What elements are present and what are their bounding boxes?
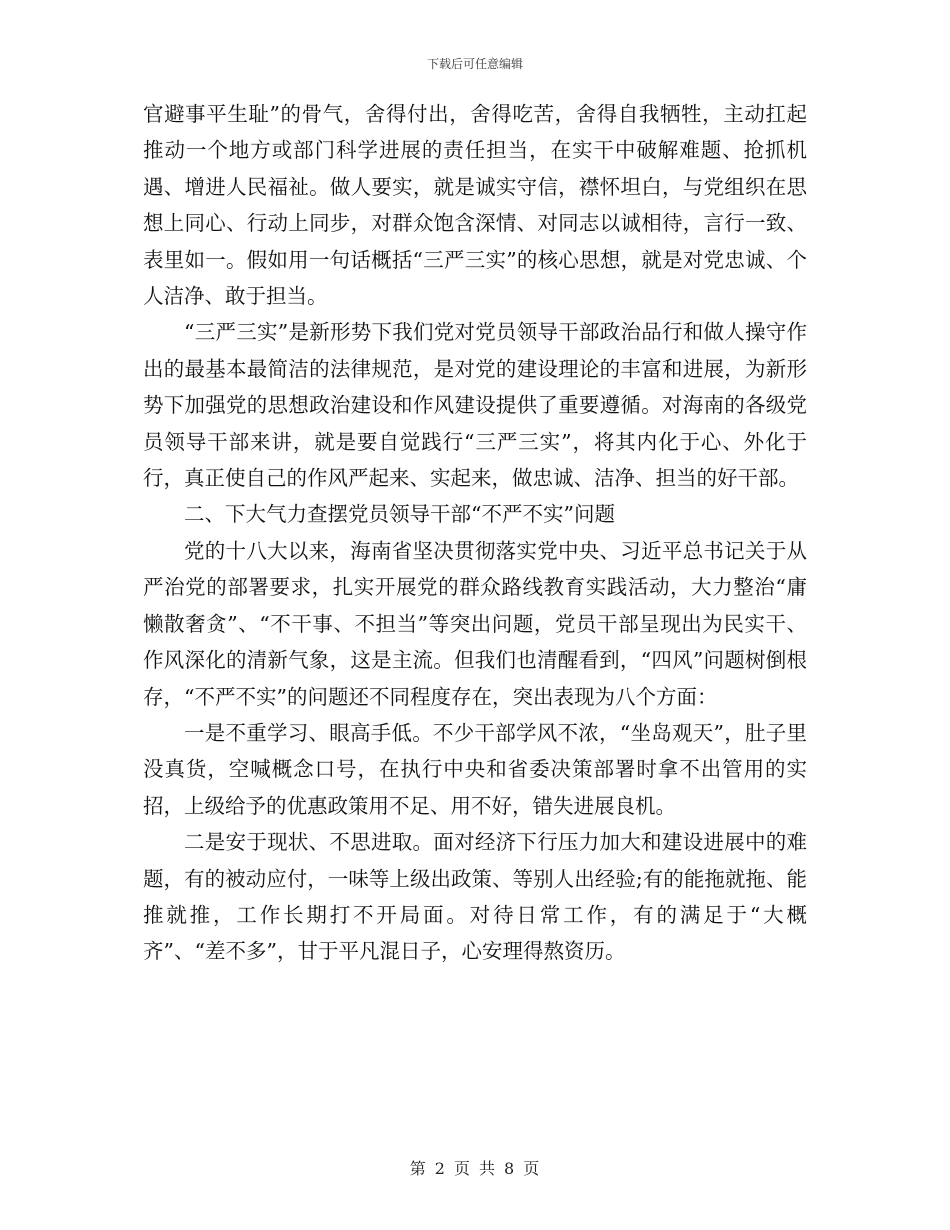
paragraph-4: 一是不重学习、眼高手低。不少干部学风不浓，“坐岛观天”，肚子里没真货，空喊概念口号，在执行中央和省委决策部署时拿不出管用的实招，上级给予的优惠政策用不足、用不好，错失进展良机。 — [143, 720, 807, 818]
document-body — [143, 96, 807, 970]
paragraph-1: 官避事平生耻”的骨气，舍得付出，舍得吃苦，舍得自我牺牲，主动扛起推动一个地方或部门科学进展的责任担当，在实干中破解难题、抢抓机遇、增进人民福祉。做人要实，就是诚实守信，襟怀坦白，与党组织在思想上同心、行动上同步，对群众饱含深情、对同志以诚相待，言行一致、表里如一。假如用一句话概括“三严三实”的核心思想，就是对党忠诚、个人洁净、敢于担当。 — [143, 102, 807, 309]
paragraph-2: “三严三实”是新形势下我们党对党员领导干部政治品行和做人操守作出的最基本最简洁的法律规范，是对党的建设理论的丰富和进展，为新形势下加强党的思想政治建设和作风建设提供了重要遵循。对海南的各级党员领导干部来讲，就是要自觉践行“三严三实”，将其内化于心、外化于行，真正使自己的作风严起来、实起来，做忠诚、洁净、担当的好干部。 — [143, 320, 807, 491]
total-page-number: 8 — [504, 1159, 516, 1178]
footer-total-label: 共 — [479, 1159, 497, 1178]
page-header: 下载后可任意编辑 — [426, 57, 523, 71]
footer-prefix: 第 — [409, 1159, 427, 1178]
footer-suffix: 页 — [523, 1159, 541, 1178]
paragraph-5: 二是安于现状、不思进取。面对经济下行压力加大和建设进展中的难题，有的被动应付，一味等上级出政策、等别人出经验;有的能拖就拖、能推就推，工作长期打不开局面。对待日常工作，有的满足于“大概齐”、“差不多”，甘于平凡混日子，心安理得熬资历。 — [143, 830, 807, 964]
footer-page-label: 页 — [453, 1159, 471, 1178]
section-heading: 二、下大气力查摆党员领导干部“不严不实”问题 — [184, 502, 615, 527]
current-page-number: 2 — [434, 1159, 446, 1178]
paragraph-3: 党的十八大以来，海南省坚决贯彻落实党中央、习近平总书记关于从严治党的部署要求，扎实开展党的群众路线教育实践活动，大力整治“庸懒散奢贪”、“不干事、不担当”等突出问题，党员干部呈现出为民实干、作风深化的清新气象，这是主流。但我们也清醒看到，“四风”问题树倒根存，“不严不实”的问题还不同程度存在，突出表现为八个方面： — [143, 538, 807, 709]
page-footer — [0, 1156, 950, 1179]
